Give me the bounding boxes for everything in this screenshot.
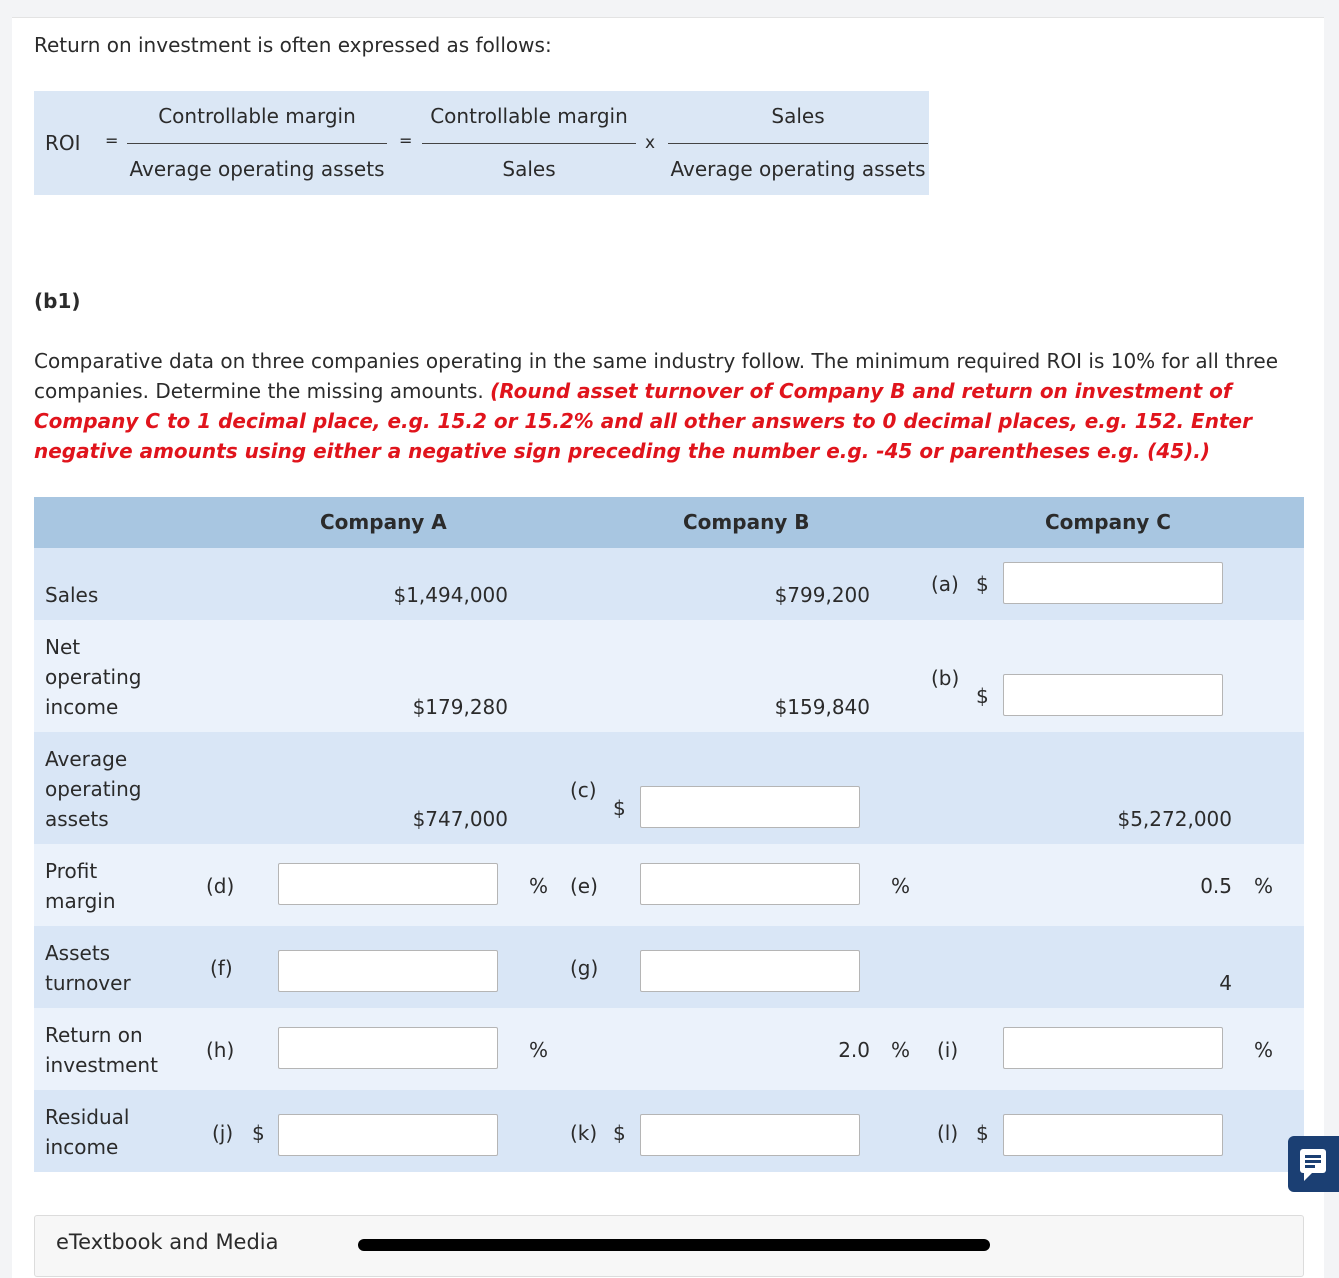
input-f-assets-turnover-company-a[interactable] (278, 950, 498, 992)
aoa-company-a: $747,000 (412, 807, 508, 831)
input-k-residual-income-company-b[interactable] (640, 1114, 860, 1156)
header-company-b: Company B (683, 510, 810, 534)
formula-equals-2: = (399, 131, 413, 150)
tag-f: (f) (210, 956, 233, 980)
row-label-assets-turnover (45, 938, 131, 998)
dollar-sign: $ (976, 1121, 989, 1145)
dollar-sign: $ (976, 684, 989, 708)
part-label: (b1) (34, 289, 81, 313)
tag-i: (i) (937, 1038, 959, 1062)
label-line: Net (45, 635, 81, 659)
label-line: income (45, 1135, 119, 1159)
tag-j: (j) (212, 1121, 234, 1145)
label-line: Residual (45, 1105, 130, 1129)
formula-frac2-numerator: Controllable margin (430, 104, 628, 128)
profit-margin-company-c: 0.5 (1200, 874, 1232, 898)
row-label-net-operating-income (45, 632, 141, 722)
input-j-residual-income-company-a[interactable] (278, 1114, 498, 1156)
noi-company-a: $179,280 (412, 695, 508, 719)
roi-formula-box (34, 91, 929, 195)
formula-frac1-bar (127, 143, 387, 144)
dollar-sign: $ (976, 572, 989, 596)
redaction-bar (358, 1239, 990, 1251)
row-label-residual-income (45, 1102, 129, 1162)
formula-frac3-numerator: Sales (771, 104, 825, 128)
label-line: Profit (45, 859, 98, 883)
label-line: assets (45, 807, 109, 831)
intro-text: Return on investment is often expressed as follows: (34, 33, 552, 57)
input-c-aoa-company-b[interactable] (640, 786, 860, 828)
tag-d: (d) (206, 874, 235, 898)
tag-b: (b) (931, 666, 960, 690)
label-line: operating (45, 665, 142, 689)
input-h-roi-company-a[interactable] (278, 1027, 498, 1069)
percent-sign: % (529, 874, 549, 898)
formula-frac1-denominator: Average operating assets (129, 157, 385, 181)
tag-g: (g) (570, 956, 599, 980)
label-line: Average (45, 747, 128, 771)
formula-frac3-bar (668, 143, 928, 144)
sales-company-b: $799,200 (774, 583, 870, 607)
aoa-company-c: $5,272,000 (1117, 807, 1232, 831)
tag-e: (e) (570, 874, 598, 898)
label-line: Assets (45, 941, 111, 965)
tag-c: (c) (570, 778, 597, 802)
formula-roi-label: ROI (45, 131, 81, 155)
formula-frac1-numerator: Controllable margin (158, 104, 356, 128)
percent-sign: % (891, 874, 911, 898)
tag-l: (l) (937, 1121, 959, 1145)
formula-frac2-bar (422, 143, 636, 144)
input-b-noi-company-c[interactable] (1003, 674, 1223, 716)
sales-company-a: $1,494,000 (393, 583, 508, 607)
input-l-residual-income-company-c[interactable] (1003, 1114, 1223, 1156)
instructions-text: Comparative data on three companies operating in the same industry follow. The minimum required ROI is 10% for all three companies. Determine the missing amounts. (34, 349, 1279, 403)
label-line: Return on (45, 1023, 143, 1047)
tag-k: (k) (570, 1121, 598, 1145)
dollar-sign: $ (613, 1121, 626, 1145)
dollar-sign: $ (613, 796, 626, 820)
chat-feedback-icon-graphic (1288, 1136, 1339, 1192)
percent-sign: % (1254, 1038, 1274, 1062)
input-i-roi-company-c[interactable] (1003, 1027, 1223, 1069)
percent-sign: % (891, 1038, 911, 1062)
row-label-return-on-investment (45, 1020, 158, 1080)
etextbook-media-label[interactable]: eTextbook and Media (56, 1230, 279, 1254)
formula-equals-1: = (105, 131, 119, 150)
row-label-average-operating-assets (45, 744, 141, 834)
input-g-assets-turnover-company-b[interactable] (640, 950, 860, 992)
label-line: margin (45, 889, 116, 913)
tag-a: (a) (931, 572, 959, 596)
label-line: turnover (45, 971, 131, 995)
instructions (34, 346, 1304, 466)
input-d-profit-margin-company-a[interactable] (278, 863, 498, 905)
tag-h: (h) (206, 1038, 235, 1062)
row-label-sales: Sales (45, 583, 99, 607)
row-label-profit-margin (45, 856, 116, 916)
percent-sign: % (529, 1038, 549, 1062)
header-company-c: Company C (1045, 510, 1171, 534)
formula-frac3-denominator: Average operating assets (670, 157, 926, 181)
label-line: income (45, 695, 119, 719)
assets-turnover-company-c: 4 (1219, 971, 1232, 995)
noi-company-b: $159,840 (774, 695, 870, 719)
instructions-rounding-note: (Round asset turnover of Company B and return on investment of Company C to 1 decimal place, e.g. 15.2 or 15.2% and all other answers to 0 decimal places, e.g. 152. Enter negative amounts using either a negative sign preceding the number e.g. -45 or parentheses e.g. (45).) (34, 379, 1252, 463)
dollar-sign: $ (252, 1121, 265, 1145)
chat-feedback-icon[interactable] (1288, 1136, 1339, 1192)
input-a-sales-company-c[interactable] (1003, 562, 1223, 604)
formula-frac2-denominator: Sales (502, 157, 556, 181)
label-line: investment (45, 1053, 158, 1077)
roi-company-b: 2.0 (838, 1038, 870, 1062)
input-e-profit-margin-company-b[interactable] (640, 863, 860, 905)
percent-sign: % (1254, 874, 1274, 898)
label-line: operating (45, 777, 142, 801)
header-company-a: Company A (320, 510, 447, 534)
formula-times: x (645, 133, 656, 153)
